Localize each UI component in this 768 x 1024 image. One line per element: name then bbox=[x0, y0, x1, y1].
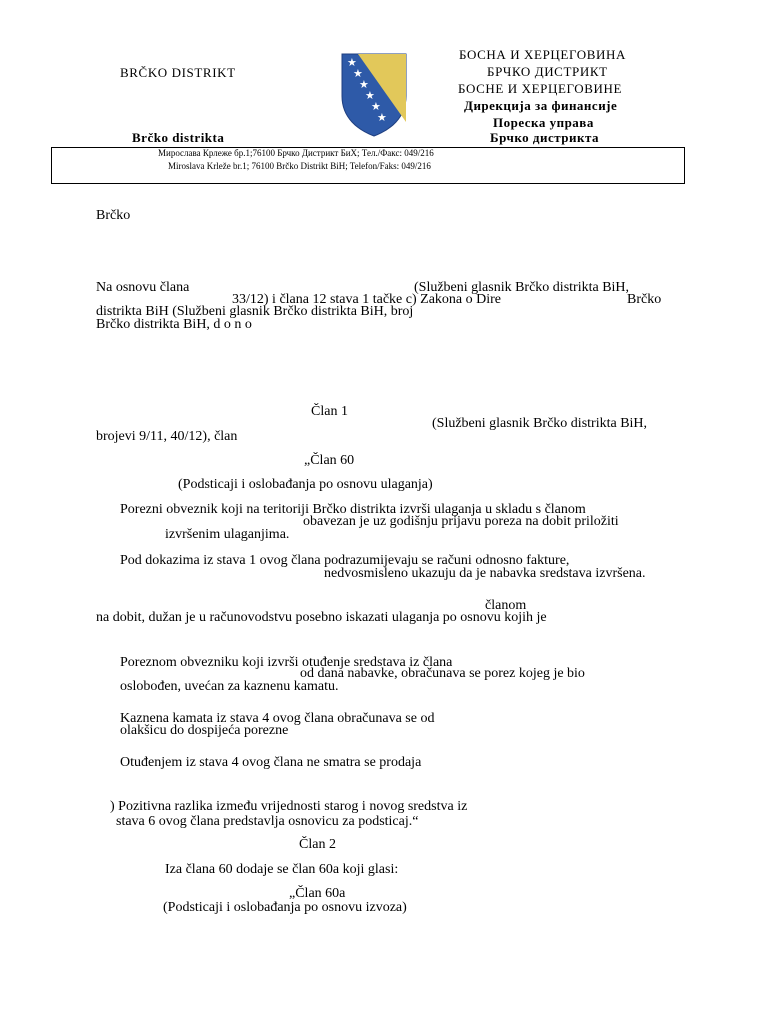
header-right-line-4: Дирекција за финансије bbox=[464, 98, 618, 113]
intro-line-4: Brčko distrikta BiH, d o n o bbox=[96, 317, 252, 332]
clan1-line-1: (Službeni glasnik Brčko distrikta BiH, bbox=[432, 416, 648, 431]
header-left-subtitle: Brčko distrikta bbox=[132, 130, 225, 145]
clan60a-subtitle: (Podsticaji i oslobađanja po osnovu izvoza) bbox=[163, 900, 407, 915]
address-latin: Miroslava Krleže br.1; 76100 Brčko Distrikt BiH; Telefon/Faks: 049/216 bbox=[168, 161, 431, 171]
svg-text:★: ★ bbox=[359, 78, 369, 91]
p3-line-2: na dobit, dužan je u računovodstvu posebno iskazati ulaganja po osnovu kojih je bbox=[96, 610, 547, 625]
clan60-subtitle: (Podsticaji i oslobađanja po osnovu ulaganja) bbox=[178, 477, 433, 492]
p1-line-2: obavezan je uz godišnju prijavu poreza na dobit priložiti bbox=[303, 514, 619, 529]
p7-line-1: ) Pozitivna razlika između vrijednosti starog i novog sredstva iz bbox=[110, 799, 468, 814]
clan2-line-1: Iza člana 60 dodaje se član 60a koji glasi: bbox=[165, 862, 399, 877]
header-right-line-2: БРЧКО ДИСТРИКТ bbox=[487, 64, 608, 79]
clan60a-heading: „Član 60a bbox=[289, 886, 346, 901]
header-right-line-6: Брчко дистрикта bbox=[490, 130, 600, 145]
header-right-line-5: Пореска управа bbox=[493, 115, 594, 130]
place-line: Brčko bbox=[96, 208, 131, 223]
intro-line-1a: Na osnovu člana bbox=[96, 280, 190, 295]
p5-line-2: olakšicu do dospijeća porezne bbox=[120, 723, 289, 738]
p5-line-1: Kaznena kamata iz stava 4 ovog člana obračunava se od bbox=[120, 711, 435, 726]
header-right-line-3: БОСНЕ И ХЕРЦЕГОВИНЕ bbox=[458, 81, 623, 96]
p3-line-1: članom bbox=[485, 598, 527, 613]
clan60-heading: „Član 60 bbox=[304, 453, 355, 468]
svg-text:★: ★ bbox=[377, 111, 387, 124]
coat-of-arms-icon bbox=[340, 52, 408, 138]
p2-line-1: Pod dokazima iz stava 1 ovog člana podrazumijevaju se računi odnosno fakture, bbox=[120, 553, 570, 568]
header-left-title: BRČKO DISTRIKT bbox=[120, 65, 236, 80]
intro-line-2: 33/12) i člana 12 stava 1 tačke c) Zakona o Dire bbox=[232, 292, 502, 307]
p2-line-2: nedvosmisleno ukazuju da je nabavka sredstava izvršena. bbox=[324, 566, 646, 581]
p1-line-3: izvršenim ulaganjima. bbox=[165, 527, 290, 542]
p1-line-1: Porezni obveznik koji na teritoriji Brčko distrikta izvrši ulaganja u skladu s članom bbox=[120, 502, 586, 517]
intro-line-1b: (Službeni glasnik Brčko distrikta BiH, bbox=[414, 280, 630, 295]
svg-text:★: ★ bbox=[347, 56, 357, 69]
svg-text:★: ★ bbox=[353, 67, 363, 80]
p7-line-2: stava 6 ovog člana predstavlja osnovicu za podsticaj.“ bbox=[116, 814, 419, 829]
clan1-heading: Član 1 bbox=[311, 404, 348, 419]
intro-line-3: distrikta BiH (Službeni glasnik Brčko distrikta BiH, broj bbox=[96, 304, 414, 319]
p4-line-3: oslobođen, uvećan za kaznenu kamatu. bbox=[120, 679, 339, 694]
p4-line-1: Poreznom obvezniku koji izvrši otuđenje sredstava iz člana bbox=[120, 655, 453, 670]
svg-text:★: ★ bbox=[365, 89, 375, 102]
p4-line-2: od dana nabavke, obračunava se porez kojeg je bio bbox=[300, 666, 585, 681]
svg-text:★: ★ bbox=[371, 100, 381, 113]
header-right-line-1: БОСНА И ХЕРЦЕГОВИНА bbox=[459, 47, 626, 62]
intro-line-2b: Brčko bbox=[627, 292, 662, 307]
p6-line: Otuđenjem iz stava 4 ovog člana ne smatra se prodaja bbox=[120, 755, 422, 770]
clan1-line-2: brojevi 9/11, 40/12), član bbox=[96, 429, 238, 444]
clan2-heading: Član 2 bbox=[299, 837, 336, 852]
address-cyrillic: Мирослава Крлеже бр.1;76100 Брчко Дистрикт БиХ; Тел./Факс: 049/216 bbox=[158, 148, 434, 158]
